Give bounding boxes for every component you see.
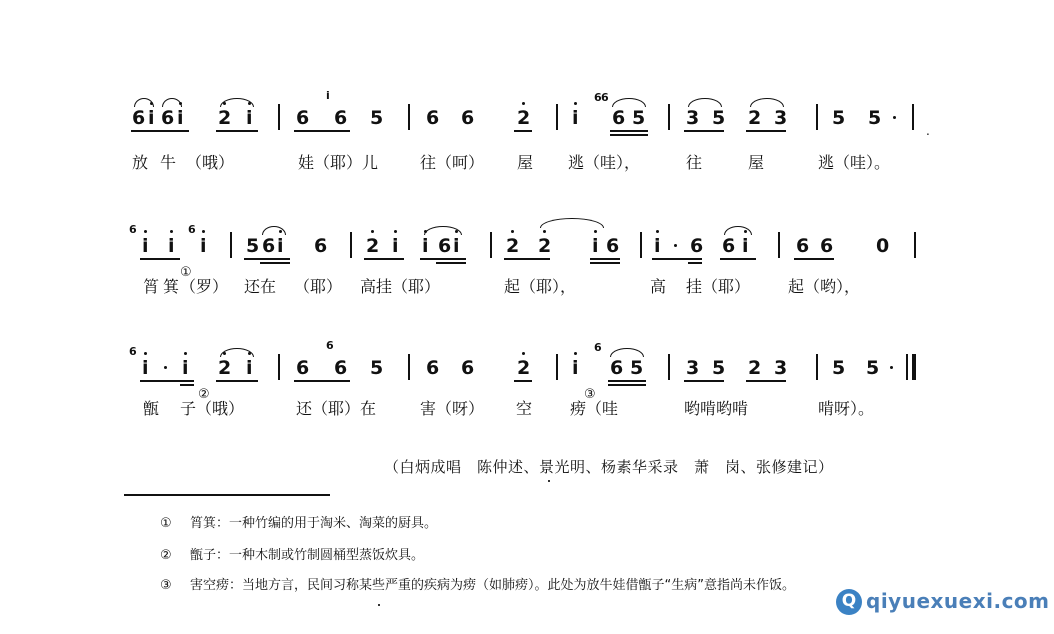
note: 6 [426, 107, 440, 129]
lyric: 挂（耶） [686, 277, 751, 296]
note: 6 [461, 357, 475, 379]
barline [490, 232, 492, 258]
note: 2 [748, 107, 762, 129]
lyric: 啃呀）。 [818, 399, 875, 418]
grace-note: 6 [594, 341, 602, 354]
note: 6 [132, 107, 146, 129]
note: i [182, 358, 189, 378]
grace-note: 6 [129, 345, 137, 358]
final-barline [912, 354, 916, 380]
note: 6 [334, 357, 348, 379]
note: i [168, 236, 175, 256]
footnote-marker: ② [198, 387, 210, 402]
lyric: 箕 [163, 277, 180, 296]
note: 2 [538, 236, 551, 256]
note: i [572, 358, 579, 378]
grace-note: 6 [129, 223, 137, 236]
note: 3 [686, 357, 700, 379]
note: 6 [262, 235, 276, 257]
q-logo-icon: Q [836, 589, 862, 615]
music-line-2 [0, 216, 1054, 276]
lyric: 逃（哇）， [568, 153, 641, 172]
grace-note: i [326, 89, 330, 102]
note: 6 [610, 357, 624, 379]
note: 6 [314, 235, 328, 257]
note: 3 [774, 107, 788, 129]
note: i [200, 236, 207, 256]
note: i [453, 236, 460, 256]
note: 5 [370, 357, 384, 379]
lyric: 逃（哇）。 [818, 153, 891, 172]
note: 6 [612, 107, 626, 129]
barline [778, 232, 780, 258]
note: i [148, 108, 155, 128]
note: 2 [748, 357, 762, 379]
footnote-marker: ③ [584, 387, 596, 402]
music-line-1: 6 i 6 i 2 i 6 i 6 5 6 6 2 i 6 6 6 5 3 5 2 3 5 5 . [132, 89, 930, 138]
lyric: 哟啃哟啃 [684, 399, 749, 418]
note: 2 [506, 236, 519, 256]
lyric: 屋 [517, 153, 534, 172]
note: 6 [296, 357, 310, 379]
note: 2 [218, 108, 231, 128]
barline [350, 232, 352, 258]
barline [278, 104, 280, 130]
note: 3 [686, 107, 700, 129]
note: 5 [632, 107, 646, 129]
barline [914, 232, 916, 258]
note: 5 [712, 357, 726, 379]
barline [912, 104, 914, 130]
lyric: 筲 [143, 277, 160, 296]
barline [640, 232, 642, 258]
note: 5 [370, 107, 384, 129]
lyrics-line-1 [0, 152, 1054, 176]
note: 2 [366, 236, 379, 256]
note: 6 [296, 107, 310, 129]
lyrics-line-2 [0, 265, 1054, 300]
note: 2 [517, 358, 530, 378]
lyric: 起（哟）， [788, 277, 861, 296]
note: 5 [630, 357, 644, 379]
lyric: 还（耶）在 [296, 399, 377, 418]
note: i [246, 108, 253, 128]
lyric: （耶） [294, 277, 343, 296]
note: 5 [246, 235, 260, 257]
footnote-3: ③ 害空痨：当地方言，民间习称某些严重的疾病为痨（如肺痨）。此处为放牛娃借甑子“生病”意指尚未作饭。 [160, 578, 795, 593]
note: i [177, 108, 184, 128]
lyric: 牛 [160, 153, 177, 172]
note: i [572, 108, 579, 128]
lyric: 往（呵） [420, 153, 485, 172]
note: 6 [690, 235, 704, 257]
note: i [422, 236, 429, 256]
lyric: 起（耶）， [504, 277, 577, 296]
note: 6 [461, 107, 475, 129]
site-watermark [836, 586, 1048, 618]
note: i [277, 236, 284, 256]
barline [556, 354, 558, 380]
barline [816, 354, 818, 380]
note: 6 [438, 235, 452, 257]
note: 6 [161, 107, 175, 129]
lyric: 放 [132, 153, 149, 172]
lyric: （罗） [180, 277, 229, 296]
lyric: 甑 [143, 399, 160, 418]
note: 6 [796, 235, 810, 257]
grace-note: 6 [326, 339, 334, 352]
barline [906, 354, 908, 380]
lyric: 痨（哇 [570, 399, 619, 418]
note: 5 [832, 357, 846, 379]
note: 3 [774, 357, 788, 379]
note: i [654, 236, 661, 256]
barline [668, 104, 670, 130]
barline [668, 354, 670, 380]
lyric: 高 [650, 277, 667, 296]
note: i [742, 236, 749, 256]
music-line-3 [0, 338, 1054, 398]
barline [408, 354, 410, 380]
lyric: 往 [686, 153, 703, 172]
footnote-1: ① 筲箕：一种竹编的用于淘米、淘菜的厨具。 [160, 516, 438, 531]
footnote-2: ② 甑子：一种木制或竹制圆桶型蒸饭炊具。 [160, 548, 425, 563]
note: i [246, 358, 253, 378]
watermark-text: qiyuexuexi.com [866, 589, 1050, 613]
barline [230, 232, 232, 258]
note: i [592, 236, 599, 256]
note: i [392, 236, 399, 256]
lyric: （哦） [196, 399, 245, 418]
barline [278, 354, 280, 380]
lyric: 高挂（耶） [360, 277, 441, 296]
barline [816, 104, 818, 130]
barline [556, 104, 558, 130]
note: 5 [832, 107, 846, 129]
note: 0 [876, 235, 890, 257]
lyric: 娃（耶）儿 [298, 153, 379, 172]
note: 6 [426, 357, 440, 379]
performer-credit: （白炳成唱 陈仲述、景光明、杨素华采录 萧 岗、张修建记） [384, 458, 834, 476]
note: 6 [606, 235, 620, 257]
lyric: （哦） [186, 153, 235, 172]
note: 6 [820, 235, 834, 257]
grace-note: 6 [188, 223, 196, 236]
note: 2 [218, 358, 231, 378]
note: 5 [868, 107, 882, 129]
lyric: 空 [516, 399, 533, 418]
note: 5 [712, 107, 726, 129]
note: 6 [334, 107, 348, 129]
barline [408, 104, 410, 130]
lyric: 还在 [244, 277, 277, 296]
note: 5 [866, 357, 880, 379]
lyric: 屋 [748, 153, 765, 172]
footnote-marker: ① [180, 265, 192, 280]
note: i [142, 358, 149, 378]
note: 6 [722, 235, 736, 257]
note: 2 [517, 108, 530, 128]
lyric: 害（呀） [420, 399, 485, 418]
grace-note: 6 [594, 91, 602, 104]
note: i [142, 236, 149, 256]
grace-note: 6 [601, 91, 609, 104]
lyrics-line-3 [0, 387, 1054, 422]
lyric: 子 [180, 399, 197, 418]
footnote-divider [124, 494, 330, 496]
